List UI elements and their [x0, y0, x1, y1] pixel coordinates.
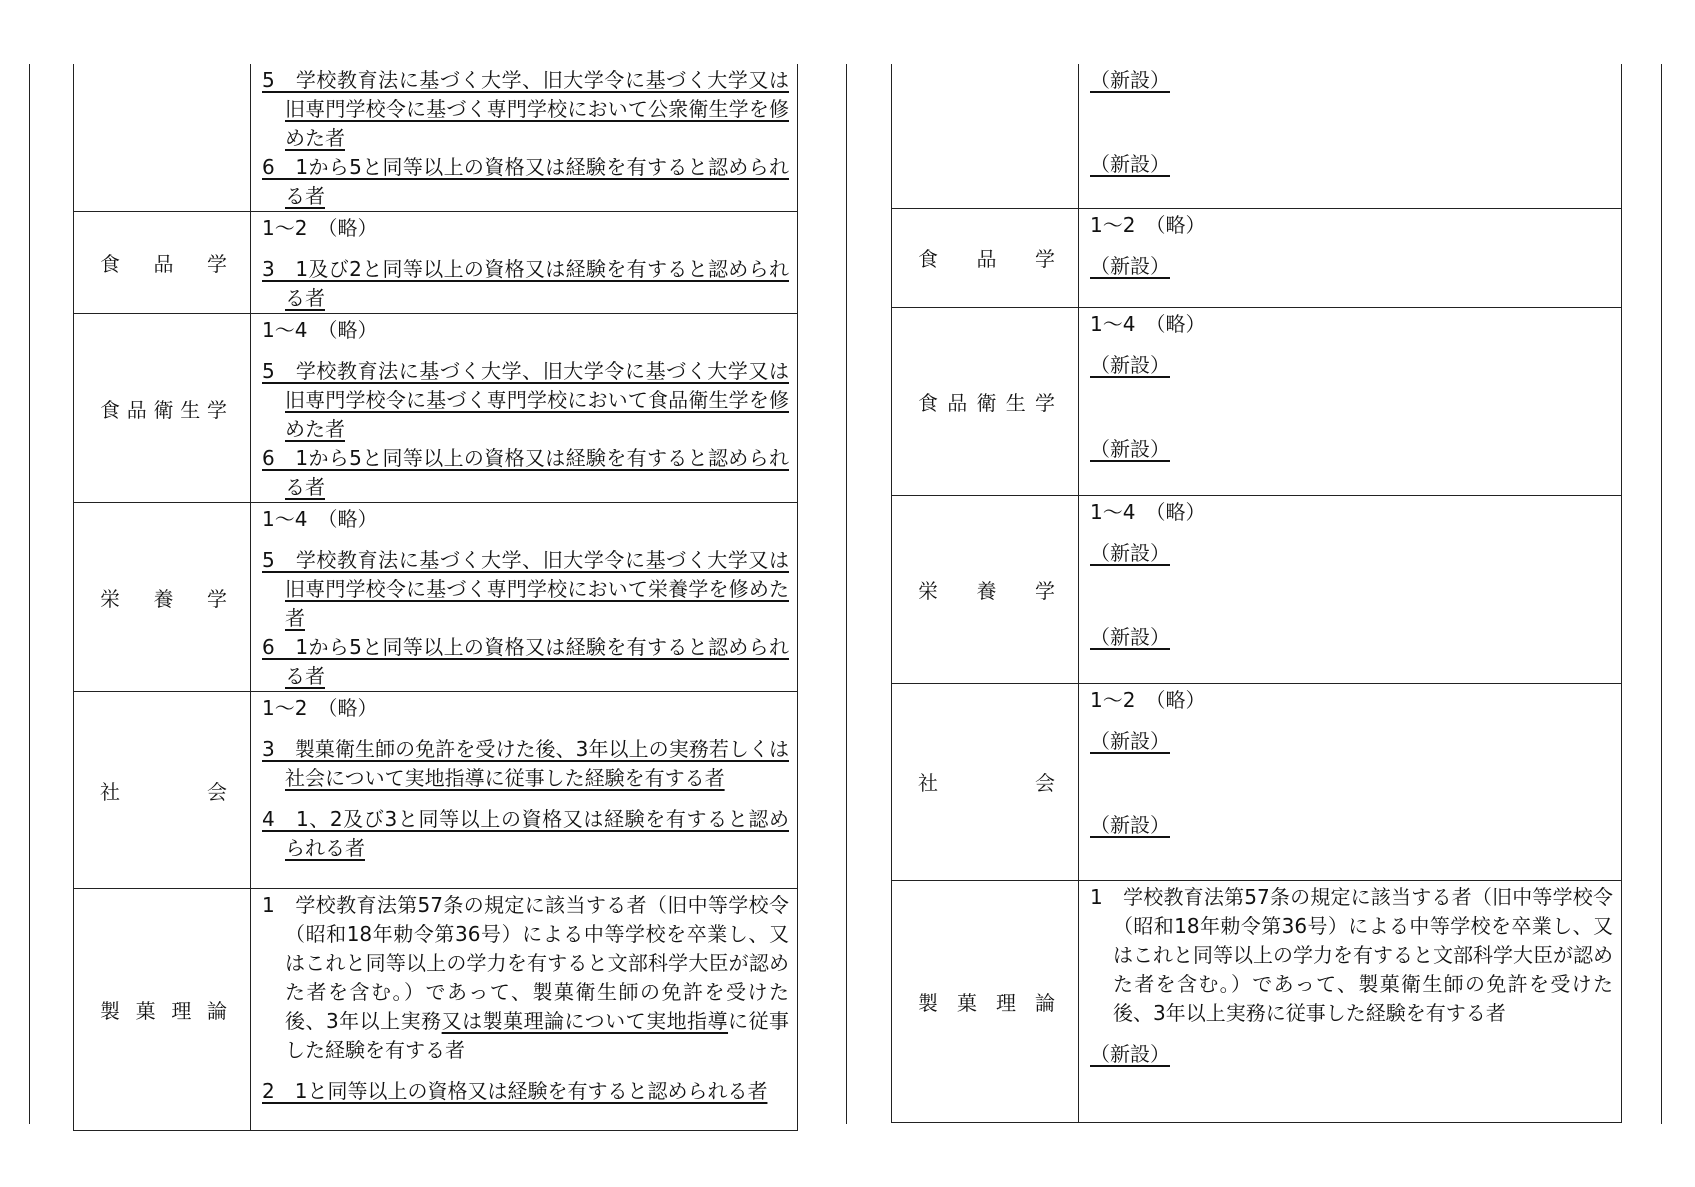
- item: 6 1から5と同等以上の資格又は経験を有すると認められる者: [262, 446, 789, 499]
- new-item-marker: （新設）: [1090, 728, 1170, 753]
- table-row: [892, 64, 1622, 208]
- subject-cell: [892, 64, 1079, 208]
- table-row: [892, 880, 1622, 1122]
- table-row: [74, 314, 798, 503]
- subject-cell: [74, 314, 251, 503]
- table-row: [892, 208, 1622, 307]
- table-row: [74, 212, 798, 314]
- subject-label: 食 品 衛 生 学: [918, 390, 1056, 415]
- subject-cell: [74, 212, 251, 314]
- subject-cell: [892, 307, 1079, 495]
- subject-label: 社 会: [918, 771, 1056, 795]
- content-cell: [251, 503, 798, 692]
- subject-label: 栄 養 学: [100, 586, 228, 611]
- subject-label: 栄 養 学: [918, 578, 1056, 603]
- table-row: [74, 64, 798, 212]
- subject-cell: [892, 683, 1079, 880]
- content-cell: [1079, 495, 1622, 683]
- item: 1 学校教育法第57条の規定に該当する者（旧中等学校令（昭和18年勅令第36号）による中等学校を卒業し、又はこれと同等以上の学力を有すると文部科学大臣が認めた者を含む。）であって、製菓衛生師の免許を受けた後、3年以上実務に従事した経験を有する者: [1090, 884, 1613, 1025]
- table-row: [74, 503, 798, 692]
- table-row: [892, 683, 1622, 880]
- content-cell: [1079, 683, 1622, 880]
- revised-table: [73, 64, 798, 1131]
- item: 5 学校教育法に基づく大学、旧大学令に基づく大学又は旧専門学校令に基づく専門学校において食品衛生学を修めた者: [262, 359, 789, 441]
- subject-label: 食 品 学: [100, 252, 228, 276]
- current-table: [891, 64, 1622, 1123]
- subject-cell: [892, 495, 1079, 683]
- subject-label: 食 品 衛 生 学: [100, 397, 228, 422]
- subject-cell: [74, 64, 251, 212]
- content-cell: [251, 64, 798, 212]
- subject-cell: [74, 692, 251, 889]
- content-cell: [251, 692, 798, 889]
- subject-cell: [74, 889, 251, 1131]
- subject-label: 製 菓 理 論: [918, 990, 1056, 1015]
- content-cell: [251, 314, 798, 503]
- new-item-marker: （新設）: [1090, 253, 1170, 278]
- subject-cell: [74, 503, 251, 692]
- omitted-items: 1～4 （略）: [1090, 311, 1206, 336]
- new-item-marker: （新設）: [1090, 624, 1170, 649]
- content-cell: [1079, 880, 1622, 1122]
- left-margin-rule: [29, 64, 30, 1124]
- omitted-items: 1～2 （略）: [262, 696, 378, 720]
- new-item-marker: （新設）: [1090, 352, 1170, 377]
- content-cell: [251, 212, 798, 314]
- item: 6 1から5と同等以上の資格又は経験を有すると認められる者: [262, 635, 789, 688]
- subject-cell: [892, 880, 1079, 1122]
- new-item-marker: （新設）: [1090, 1041, 1170, 1066]
- new-item-marker: （新設）: [1090, 152, 1170, 176]
- table-row: [74, 692, 798, 889]
- center-divider-rule: [846, 64, 847, 1124]
- content-cell: [1079, 208, 1622, 307]
- omitted-items: 1～2 （略）: [262, 216, 378, 240]
- omitted-items: 1～4 （略）: [262, 507, 378, 531]
- item: 5 学校教育法に基づく大学、旧大学令に基づく大学又は旧専門学校令に基づく専門学校において公衆衛生学を修めた者: [262, 68, 789, 150]
- table-row: [892, 495, 1622, 683]
- omitted-items: 1～4 （略）: [1090, 499, 1206, 524]
- table-row: [74, 889, 798, 1131]
- content-cell: [251, 889, 798, 1131]
- subject-label: 食 品 学: [918, 247, 1056, 271]
- new-item-marker: （新設）: [1090, 436, 1170, 461]
- new-item-marker: （新設）: [1090, 68, 1170, 92]
- new-item-marker: （新設）: [1090, 812, 1170, 837]
- subject-label: 社 会: [100, 779, 228, 804]
- content-cell: [1079, 64, 1622, 208]
- item: 3 1及び2と同等以上の資格又は経験を有すると認められる者: [262, 257, 789, 310]
- new-item-marker: （新設）: [1090, 540, 1170, 565]
- subject-cell: [892, 208, 1079, 307]
- omitted-items: 1～2 （略）: [1090, 212, 1206, 237]
- item: 1 学校教育法第57条の規定に該当する者（旧中等学校令（昭和18年勅令第36号）による中等学校を卒業し、又はこれと同等以上の学力を有すると文部科学大臣が認めた者を含む。）であって、製菓衛生師の免許を受けた後、3年以上実務又は製菓理論について実地指導に従事した経験を有する者: [262, 893, 790, 1062]
- omitted-items: 1～4 （略）: [262, 318, 378, 342]
- item: 4 1、2及び3と同等以上の資格又は経験を有すると認められる者: [262, 807, 789, 860]
- item: 6 1から5と同等以上の資格又は経験を有すると認められる者: [262, 155, 789, 208]
- content-cell: [1079, 307, 1622, 495]
- item: 5 学校教育法に基づく大学、旧大学令に基づく大学又は旧専門学校令に基づく専門学校において栄養学を修めた者: [262, 548, 789, 630]
- table-row: [892, 307, 1622, 495]
- omitted-items: 1～2 （略）: [1090, 687, 1206, 712]
- right-margin-rule: [1661, 64, 1662, 1124]
- item: 3 製菓衛生師の免許を受けた後、3年以上の実務若しくは社会について実地指導に従事した経験を有する者: [262, 737, 789, 790]
- item: 2 1と同等以上の資格又は経験を有すると認められる者: [262, 1079, 768, 1103]
- subject-label: 製 菓 理 論: [100, 999, 228, 1023]
